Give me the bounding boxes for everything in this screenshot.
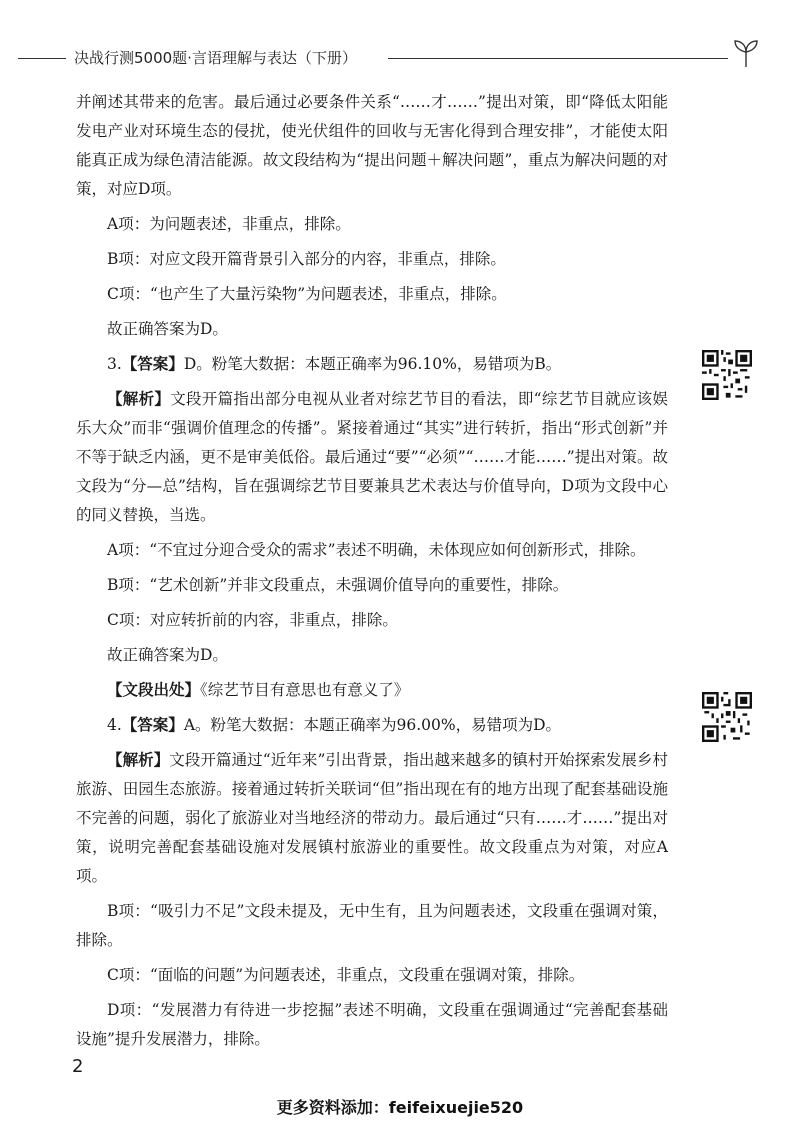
q4-option-d: D项：“发展潜力有待进一步挖掘”表述不明确，文段重在强调通过“完善配套基础设施”提升发展潜力，排除。 [76, 1001, 668, 1048]
q4-qr-code-icon[interactable] [702, 692, 752, 742]
q3-analysis [76, 385, 668, 530]
q4-number: 4. [107, 716, 122, 734]
q3-number: 3. [107, 355, 122, 373]
q3-source-label: 【文段出处】 [107, 681, 201, 699]
q3-qr-code-icon[interactable] [702, 350, 752, 400]
running-title: 决战行测5000题·言语理解与表达（下册） [74, 49, 357, 67]
q3-option-b: B项：“艺术创新”并非文段重点，未强调价值导向的重要性，排除。 [107, 576, 569, 594]
page-number: 2 [72, 1056, 84, 1077]
q3-option-a: A项：“不宜过分迎合受众的需求”表述不明确，未体现应如何创新形式，排除。 [107, 541, 646, 559]
q2-conclusion: 故正确答案为D。 [107, 320, 228, 338]
q3-option-c: C项：对应转折前的内容，非重点，排除。 [107, 611, 398, 629]
q3-source-text: 《综艺节目有意思也有意义了》 [200, 681, 410, 699]
q3-analysis-text: 文段开篇指出部分电视从业者对综艺节目的看法，即“综艺节目就应该娱乐大众”而非“强调价值理念的传播”。紧接着通过“其实”进行转折，指出“形式创新”并不等于缺乏内涵，更不是审美低俗。最后通过“要”“必须”“……才能……”提出对策。故文段为“分—总”结构，旨在强调综艺节目要兼具艺术表达与价值导向，D项为文段中心的同义替换，当选。 [76, 390, 668, 524]
q4-analysis [76, 746, 668, 891]
q3-answer-text: D。粉笔大数据：本题正确率为96.10%，易错项为B。 [183, 355, 562, 373]
q4-option-b: B项：“吸引力不足”文段未提及，无中生有，且为问题表述，文段重在强调对策，排除。 [76, 902, 668, 949]
q4-answer-text: A。粉笔大数据：本题正确率为96.00%，易错项为D。 [183, 716, 562, 734]
header-rule-right [388, 58, 728, 59]
q2-analysis-continued: 并阐述其带来的危害。最后通过必要条件关系“……才……”提出对策，即“降低太阳能发电产业对环境生态的侵扰，使光伏组件的回收与无害化得到合理安排”，才能使太阳能真正成为绿色清洁能源。故文段结构为“提出问题＋解决问题”，重点为解决问题的对策，对应D项。 [76, 93, 668, 198]
q2-option-a: A项：为问题表述，非重点，排除。 [107, 215, 351, 233]
q2-option-b: B项：对应文段开篇背景引入部分的内容，非重点，排除。 [107, 250, 506, 268]
q4-answer-label: 【答案】 [121, 716, 184, 734]
header-rule-left [18, 58, 66, 59]
q4-answer [76, 711, 668, 740]
q3-analysis-label: 【解析】 [107, 390, 171, 408]
q2-option-c: C项：“也产生了大量污染物”为问题表述，非重点，排除。 [107, 285, 507, 303]
q4-analysis-text: 文段开篇通过“近年来”引出背景，指出越来越多的镇村开始探索发展乡村旅游、田园生态旅游。接着通过转折关联词“但”指出现在有的地方出现了配套基础设施不完善的问题，弱化了旅游业对当地经济的带动力。最后通过“只有……才……”提出对策，说明完善配套基础设施对发展镇村旅游业的重要性。故文段重点为对策，对应A项。 [76, 751, 668, 885]
footer-note: 更多资料添加：feifeixuejie520 [276, 1098, 524, 1117]
q3-source [76, 676, 668, 705]
q3-answer-label: 【答案】 [121, 355, 184, 373]
q3-conclusion: 故正确答案为D。 [107, 646, 228, 664]
q4-option-c: C项：“面临的问题”为问题表述，非重点，文段重在强调对策，排除。 [107, 966, 585, 984]
q4-analysis-label: 【解析】 [107, 751, 170, 769]
page-header [18, 44, 758, 72]
sprout-icon [732, 38, 760, 68]
q3-answer [76, 350, 668, 379]
page-body [76, 88, 668, 1060]
